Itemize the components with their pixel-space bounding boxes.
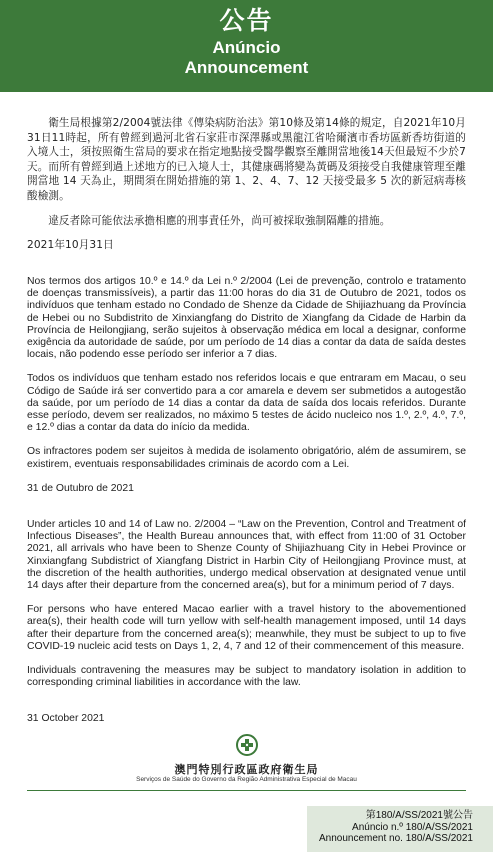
bureau-name-zh: 澳門特別行政區政府衛生局 <box>174 762 319 776</box>
reference-pt: Anúncio n.º 180/A/SS/2021 <box>352 821 473 833</box>
bureau-emblem <box>27 734 466 761</box>
footer-divider <box>27 790 466 791</box>
title-pt: Anúncio <box>212 38 281 57</box>
zh-paragraph-2: 違反者除可能依法承擔相應的刑事責任外，尚可被採取強制隔離的措施。 <box>48 215 391 227</box>
title-en: Announcement <box>184 58 309 77</box>
pt-paragraph-2: Todos os indivíduos que tenham estado nos referidos locais e que entraram em Macau, o seu Código de Saúde irá ser convertido para a cor amarela e devem ser submetidos a autogestão da saúde, por um período de 14 dias a contar da data de saída dos locais referidos. Durante esse período, devem ser realizados, no máximo 5 testes de ácido nucleico nos 1.º, 2.º, 4.º, 7.º, e 12.º dias a contar da data do início da medida. <box>27 373 466 434</box>
pt-paragraph-3: Os infractores podem ser sujeitos à medida de isolamento obrigatório, além de assumirem, se existirem, eventuais responsabilidades criminais de acordo com a Lei. <box>27 446 466 470</box>
zh-date: 2021年10月31日 <box>27 238 114 251</box>
title-zh: 公告 <box>219 6 274 35</box>
reference-en: Announcement no. 180/A/SS/2021 <box>318 833 473 844</box>
health-bureau-logo-icon <box>235 734 259 761</box>
header-banner <box>0 0 493 92</box>
announcement-reference-box <box>307 806 493 852</box>
pt-paragraph-1: Nos termos dos artigos 10.º e 14.º da Lei n.º 2/2004 (Lei de prevenção, controlo e tratamento de doenças transmissíveis), a partir das 11:00 horas do dia 31 de Outubro de 2021, todos os indivíduos que tenham estado no Condado de Shenze da Cidade de Shijiazhuang da Província de Hebei ou no Subdistrito de Xinxiangfang do Distrito de Xiangfang da Cidade de Harbin da Província de Heilongjiang, serão sujeitos à observação médica em local a designar, conforme exigência da autoridade de saúde, por um período de 14 dias a contar da data de saída destes locais, não podendo esse período ser inferior a 7 dias. <box>27 276 466 361</box>
zh-paragraph-1: 衛生局根據第2/2004號法律《傳染病防治法》第10條及第14條的規定，自2021年10月31日11時起，所有曾經到過河北省石家莊市深澤縣或黑龍江省哈爾濱市香坊區新香坊街道的入境人士，須按照衛生當局的要求在指定地點接受醫學觀察至離開當地後14天但最短不少於7天。而所有曾經到過上述地方的已入境人士，其健康碼將變為黃碼及須接受自我健康管理至離開當地 14 天為止，期間須在開始措施的第 1、2、4、7、12 天接受最多 5 次的新冠病毒核酸檢測。 <box>27 117 466 202</box>
en-paragraph-1: Under articles 10 and 14 of Law no. 2/2004 – “Law on the Prevention, Control and Treatment of Infectious Diseases”, the Health Bureau announces that, with effect from 11:00 of 31 October 2021, all arrivals who have been to Shenze County of Shijiazhuang City in Hebei Province or Xinxiangfang Subdistrict of Xiangfang District in Harbin City of Heilongjiang Province must, at the discretion of the health authorities, undergo medical observation at designated venue until 14 days after their departure from the concerned area(s), but for a minimum period of 7 days. <box>27 519 466 592</box>
en-paragraph-3: Individuals contravening the measures may be subject to mandatory isolation in addition to corresponding criminal liabilities in accordance with the law. <box>27 665 466 689</box>
en-paragraph-2: For persons who have entered Macao earlier with a travel history to the abovementioned area(s), their health code will turn yellow with self-health management imposed, until 14 days after their departure from the concerned area(s); meanwhile, they must be subject to up to five COVID-19 nucleic acid tests on Days 1, 2, 4, 7 and 12 of their commencement of this measure. <box>27 604 466 652</box>
pt-date: 31 de Outubro de 2021 <box>27 482 134 494</box>
reference-zh: 第180/A/SS/2021號公告 <box>365 810 473 821</box>
en-date: 31 October 2021 <box>27 713 105 725</box>
announcement-body <box>0 116 493 791</box>
bureau-name-pt: Serviços de Saúde do Governo da Região Administrativa Especial de Macau <box>136 775 357 783</box>
